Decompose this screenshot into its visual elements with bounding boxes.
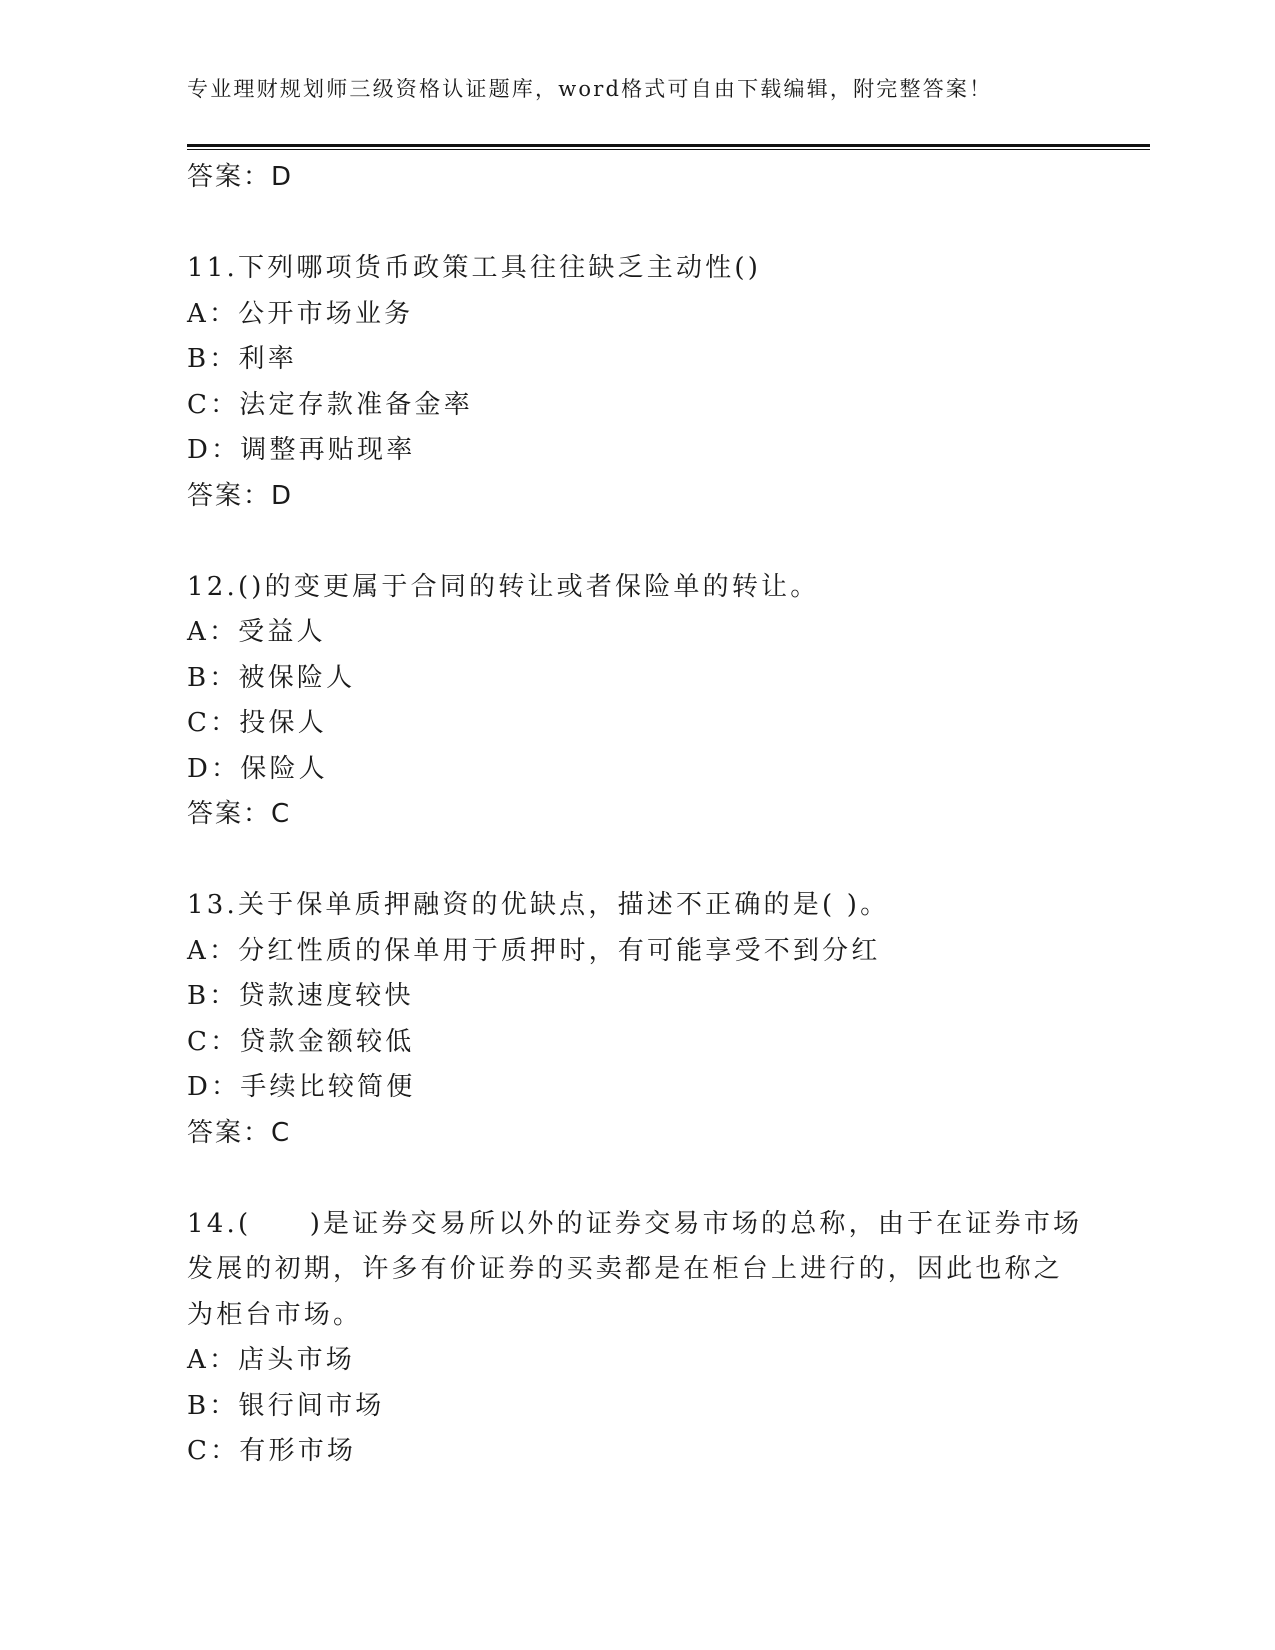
option-b: B：银行间市场 — [187, 1390, 385, 1421]
header-divider-thin — [187, 149, 1150, 150]
spacer — [187, 838, 1087, 884]
question-block — [187, 883, 1087, 1156]
answer-line: 答案：D — [187, 162, 294, 192]
question-stem: 13.关于保单质押融资的优缺点，描述不正确的是( )。 — [187, 890, 890, 920]
question-stem-line: 14.( )是证券交易所以外的证券交易市场的总称，由于在证券市场 — [187, 1208, 1083, 1239]
question-stem: 12.()的变更属于合同的转让或者保险单的转让。 — [187, 571, 820, 602]
option-b: B：利率 — [187, 344, 297, 374]
question-list — [187, 155, 1087, 1475]
option-a: A：公开市场业务 — [187, 298, 414, 329]
option-d: D：保险人 — [187, 753, 328, 784]
option-a: A：分红性质的保单用于质押时，有可能享受不到分红 — [187, 935, 881, 966]
question-stem-line: 发展的初期，许多有价证券的买卖都是在柜台上进行的，因此也称之 — [187, 1254, 1064, 1284]
question-stem-line: 为柜台市场。 — [187, 1299, 363, 1330]
option-c: C：贷款金额较低 — [187, 1026, 415, 1057]
question-stem: 11.下列哪项货币政策工具往往缺乏主动性() — [187, 253, 762, 283]
spacer — [187, 519, 1087, 565]
option-c: C：法定存款准备金率 — [187, 389, 473, 420]
page-header: 专业理财规划师三级资格认证题库，word格式可自由下载编辑，附完整答案！ — [187, 77, 993, 101]
option-b: B：贷款速度较快 — [187, 981, 414, 1011]
question-block — [187, 1202, 1087, 1475]
question-block — [187, 565, 1087, 838]
option-d: D：手续比较简便 — [187, 1072, 416, 1102]
option-a: A：店头市场 — [187, 1345, 355, 1375]
option-c: C：投保人 — [187, 708, 327, 738]
answer-line: 答案：D — [187, 480, 294, 511]
question-block — [187, 246, 1087, 519]
answer-line: 答案：C — [187, 1117, 292, 1148]
option-b: B：被保险人 — [187, 662, 356, 693]
header-divider — [187, 144, 1150, 147]
option-c: C：有形市场 — [187, 1436, 357, 1466]
option-a: A：受益人 — [187, 617, 326, 647]
spacer — [187, 201, 1087, 247]
spacer — [187, 1156, 1087, 1202]
option-d: D：调整再贴现率 — [187, 435, 416, 465]
answer-line: 答案：C — [187, 799, 292, 829]
